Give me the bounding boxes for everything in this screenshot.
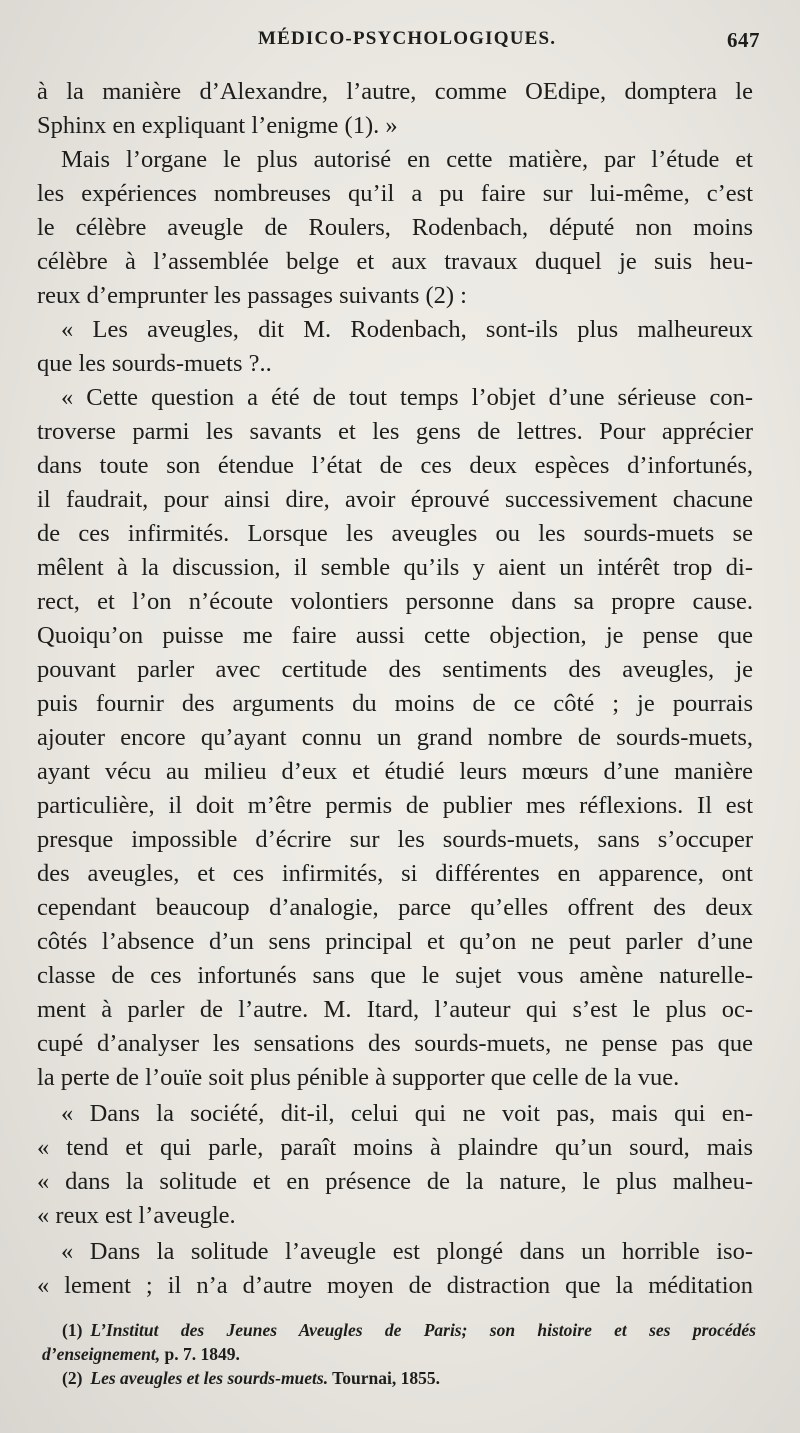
text-line: ment à parler de l’autre. M. Itard, l’auteur qui s’est le plus oc-	[37, 996, 753, 1023]
text-line: célèbre à l’assemblée belge et aux travaux duquel je suis heu-	[37, 248, 753, 275]
text-line: cependant beaucoup d’analogie, parce qu’elles offrent des deux	[37, 894, 753, 921]
text-line: de ces infirmités. Lorsque les aveugles ou les sourds-muets se	[37, 520, 753, 547]
text-line: presque impossible d’écrire sur les sourds-muets, sans s’occuper	[37, 826, 753, 853]
running-title: MÉDICO-PSYCHOLOGIQUES.	[258, 28, 557, 49]
text-line: rect, et l’on n’écoute volontiers personne dans sa propre cause.	[37, 588, 753, 615]
text-line: troverse parmi les savants et les gens de lettres. Pour apprécier	[37, 418, 753, 445]
footnote-1	[62, 1318, 756, 1342]
footnote-title: L’Institut des Jeunes Aveugles de Paris; son histoire et ses procédés	[90, 1320, 756, 1340]
text-line: le célèbre aveugle de Roulers, Rodenbach, député non moins	[37, 214, 753, 241]
footnotes	[42, 1318, 756, 1390]
page-number: 647	[727, 28, 760, 52]
text-line: « Dans la société, dit-il, celui qui ne voit pas, mais qui en-	[61, 1100, 753, 1127]
page-header	[40, 28, 760, 60]
footnote-1-continuation	[42, 1342, 756, 1366]
text-line: à la manière d’Alexandre, l’autre, comme OEdipe, domptera le	[37, 78, 753, 105]
text-line: Mais l’organe le plus autorisé en cette matière, par l’étude et	[61, 146, 753, 173]
text-line: « reux est l’aveugle.	[37, 1202, 236, 1229]
text-line: ayant vécu au milieu d’eux et étudié leurs mœurs d’une manière	[37, 758, 753, 785]
text-line: que les sourds-muets ?..	[37, 350, 272, 377]
footnote-2	[62, 1366, 756, 1390]
text-line: classe de ces infortunés sans que le sujet vous amène naturelle-	[37, 962, 753, 989]
text-line: il faudrait, pour ainsi dire, avoir éprouvé successivement chacune	[37, 486, 753, 513]
footnote-citation: p. 7. 1849.	[160, 1344, 240, 1364]
text-line: « Dans la solitude l’aveugle est plongé dans un horrible iso-	[61, 1238, 753, 1265]
footnote-citation: Tournai, 1855.	[328, 1368, 440, 1388]
text-line: la perte de l’ouïe soit plus pénible à supporter que celle de la vue.	[37, 1064, 680, 1091]
text-line: dans toute son étendue l’état de ces deux espèces d’infortunés,	[37, 452, 753, 479]
text-line: cupé d’analyser les sensations des sourds-muets, ne pense pas que	[37, 1030, 753, 1057]
footnote-title: Les aveugles et les sourds-muets.	[90, 1368, 329, 1388]
text-line: « lement ; il n’a d’autre moyen de distraction que la méditation	[37, 1272, 753, 1299]
footnote-title-continuation: d’enseignement,	[42, 1344, 161, 1364]
footnote-marker: (1)	[62, 1320, 83, 1340]
text-line: « Cette question a été de tout temps l’objet d’une sérieuse con-	[61, 384, 753, 411]
text-line: « tend et qui parle, paraît moins à plaindre qu’un sourd, mais	[37, 1134, 753, 1161]
text-line: côtés l’absence d’un sens principal et qu’on ne peut parler d’une	[37, 928, 753, 955]
text-line: les expériences nombreuses qu’il a pu faire sur lui-même, c’est	[37, 180, 753, 207]
text-line: Sphinx en expliquant l’enigme (1). »	[37, 112, 398, 139]
text-line: Quoiqu’on puisse me faire aussi cette objection, je pense que	[37, 622, 753, 649]
text-line: mêlent à la discussion, il semble qu’ils y aient un intérêt trop di-	[37, 554, 753, 581]
text-line: « Les aveugles, dit M. Rodenbach, sont-ils plus malheureux	[61, 316, 753, 343]
text-line: « dans la solitude et en présence de la nature, le plus malheu-	[37, 1168, 753, 1195]
body-text	[37, 75, 753, 1303]
text-line: reux d’emprunter les passages suivants (2) :	[37, 282, 467, 309]
text-line: particulière, il doit m’être permis de publier mes réflexions. Il est	[37, 792, 753, 819]
text-line: ajouter encore qu’ayant connu un grand nombre de sourds-muets,	[37, 724, 753, 751]
text-line: des aveugles, et ces infirmités, si différentes en apparence, ont	[37, 860, 753, 887]
footnote-marker: (2)	[62, 1368, 83, 1388]
text-line: pouvant parler avec certitude des sentiments des aveugles, je	[37, 656, 753, 683]
text-line: puis fournir des arguments du moins de ce côté ; je pourrais	[37, 690, 753, 717]
